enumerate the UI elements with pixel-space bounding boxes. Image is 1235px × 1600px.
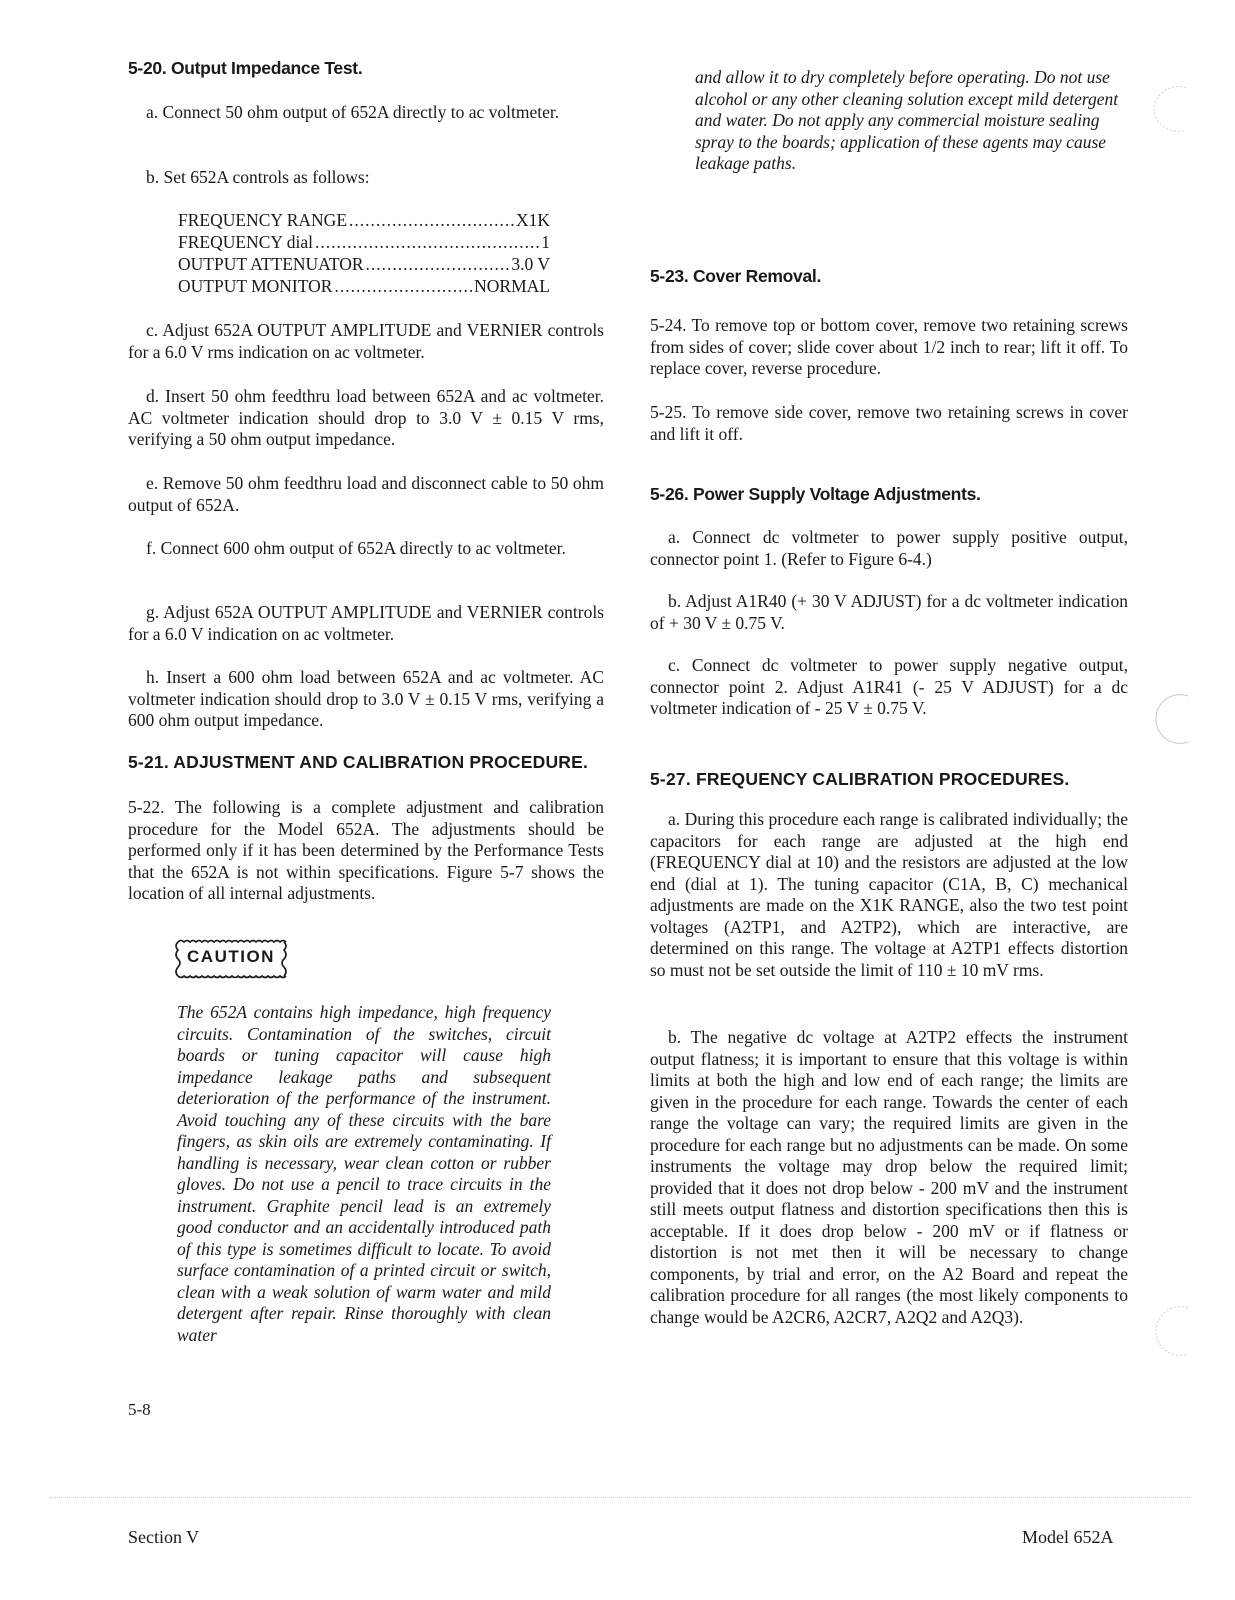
page-number: 5-8 (128, 1400, 151, 1419)
section-5-23-heading: 5-23. Cover Removal. (650, 266, 822, 286)
leader-dots (315, 231, 539, 253)
setting-label: OUTPUT MONITOR (178, 276, 333, 296)
step-b-text: b. Set 652A controls as follows: (146, 167, 370, 187)
step-c-text: c. Adjust 652A OUTPUT AMPLITUDE and VERNIER controls for a 6.0 V rms indication on ac voltmeter. (128, 320, 604, 362)
step-h-text: h. Insert a 600 ohm load between 652A and ac voltmeter. AC voltmeter indication should drop to 3.0 V ± 0.15 V rms, verifying a 600 ohm output impedance. (128, 667, 604, 730)
frequency-step-a-text: a. During this procedure each range is calibrated individually; the capacitors for each range are adjusted at the high end (FREQUENCY dial at 10) and the resistors are adjusted at the low end (dial at 1). The tuning capacitor (C1A, B, C) mechanical adjustments are made on the X1K RANGE, also the two test point voltages (A2TP1, and A2TP2), which are interactive, are determined on this range. The voltage at A2TP1 effects distortion so must not be set outside the limit of 110 ± 10 mV rms. (650, 809, 1128, 980)
setting-label: FREQUENCY dial (178, 232, 313, 252)
caution-banner (172, 938, 290, 980)
setting-row (178, 209, 550, 231)
step-e-text: e. Remove 50 ohm feedthru load and disconnect cable to 50 ohm output of 652A. (128, 473, 604, 515)
binder-hole-icon (1150, 688, 1192, 750)
setting-value: NORMAL (474, 276, 550, 296)
leader-dots (366, 253, 510, 275)
divider (50, 1497, 1190, 1498)
power-step-c-text: c. Connect dc voltmeter to power supply negative output, connector point 2. Adjust A1R41 (- 25 V ADJUST) for a dc voltmeter indication of - 25 V ± 0.75 V. (650, 655, 1128, 718)
setting-label: FREQUENCY RANGE (178, 210, 348, 230)
frequency-step-b-text: b. The negative dc voltage at A2TP2 effects the instrument output flatness; it is important to ensure that this voltage is within limits at both the high and low end of each range; the limits are given in the procedure for each range. Towards the center of each range the voltage can vary; the required limits are given in the procedure for each range but no adjustments can be made. On some instruments the voltage may drop below the required limit; provided that it does not drop below - 200 mV and the instrument still meets output flatness and distortion specifications then this is acceptable. If it does drop below - 200 mV or if flatness or distortion is not met then it will be necessary to change components, by trial and error, on the A2 Board and repeat the calibration procedure for all ranges (the most likely components to change would be A2CR6, A2CR7, A2Q2 and A2Q3). (650, 1027, 1128, 1327)
step-f-text: f. Connect 600 ohm output of 652A directly to ac voltmeter. (146, 538, 566, 558)
power-step-b-text: b. Adjust A1R40 (+ 30 V ADJUST) for a dc voltmeter indication of + 30 V ± 0.75 V. (650, 591, 1128, 633)
section-5-20-heading: 5-20. Output Impedance Test. (128, 58, 363, 78)
setting-row (178, 231, 550, 253)
setting-value: 3.0 V (511, 254, 550, 274)
setting-value: X1K (515, 210, 550, 230)
leader-dots (349, 209, 514, 231)
binder-hole-icon (1148, 78, 1190, 140)
paragraph-5-22: 5-22. The following is a complete adjustment and calibration procedure for the Model 652A. The adjustments should be performed only if it has been determined by the Performance Tests that the 652A is not within specifications. Figure 5-7 shows the location of all internal adjustments. (128, 797, 604, 903)
section-5-21-heading: 5-21. ADJUSTMENT AND CALIBRATION PROCEDURE. (128, 752, 589, 772)
step-d-text: d. Insert 50 ohm feedthru load between 652A and ac voltmeter. AC voltmeter indication should drop to 3.0 V ± 0.15 V rms, verifying a 50 ohm output impedance. (128, 386, 604, 449)
caution-label: CAUTION (187, 947, 275, 966)
paragraph-5-25: 5-25. To remove side cover, remove two retaining screws in cover and lift it off. (650, 402, 1128, 444)
footer-model-label: Model 652A (1022, 1527, 1114, 1547)
paragraph-5-24: 5-24. To remove top or bottom cover, remove two retaining screws from sides of cover; slide cover about 1/2 inch to rear; lift it off. To replace cover, reverse procedure. (650, 315, 1128, 378)
setting-label: OUTPUT ATTENUATOR (178, 254, 364, 274)
step-g-text: g. Adjust 652A OUTPUT AMPLITUDE and VERNIER controls for a 6.0 V indication on ac voltmeter. (128, 602, 604, 644)
setting-row (178, 253, 550, 275)
footer-section-label: Section V (128, 1527, 200, 1547)
leader-dots (334, 275, 472, 297)
caution-continued-text: and allow it to dry completely before operating. Do not use alcohol or any other cleaning solution except mild detergent and water. Do not apply any commercial moisture sealing spray to the boards; application of these agents may cause leakage paths. (695, 67, 1119, 173)
binder-hole-icon (1150, 1300, 1192, 1362)
setting-row (178, 275, 550, 297)
setting-value: 1 (541, 232, 550, 252)
section-5-26-heading: 5-26. Power Supply Voltage Adjustments. (650, 484, 981, 504)
caution-text: The 652A contains high impedance, high frequency circuits. Contamination of the switches, circuit boards or tuning capacitor will cause high impedance leakage paths and subsequent deterioration of the performance of the instrument. Avoid touching any of these circuits with the bare fingers, as skin oils are extremely contaminating. If handling is necessary, wear clean cotton or rubber gloves. Do not use a pencil to trace circuits in the instrument. Graphite pencil lead is an extremely good conductor and an accidentally introduced path of this type is sometimes difficult to locate. To avoid surface contamination of a printed circuit or switch, clean with a weak solution of warm water and mild detergent after repair. Rinse thoroughly with clean water (177, 1002, 551, 1345)
step-a-text: a. Connect 50 ohm output of 652A directly to ac voltmeter. (146, 102, 560, 122)
section-5-27-heading: 5-27. FREQUENCY CALIBRATION PROCEDURES. (650, 769, 1070, 789)
power-step-a-text: a. Connect dc voltmeter to power supply positive output, connector point 1. (Refer to Figure 6-4.) (650, 527, 1128, 569)
control-settings-list (178, 209, 550, 297)
